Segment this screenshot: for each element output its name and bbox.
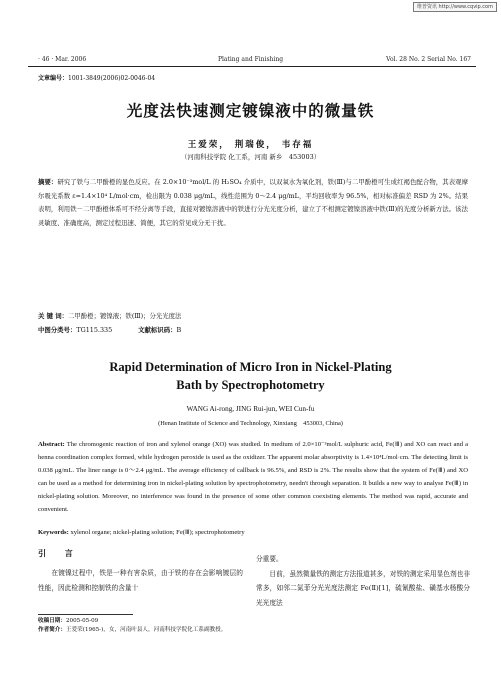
- english-title: Rapid Determination of Micro Iron in Nickel-Plating Bath by Spectrophotometry: [109, 360, 392, 392]
- introduction-heading: 引 言: [38, 549, 81, 558]
- article-number: 文章编号：1001-3849(2006)02-0046-04: [38, 75, 156, 82]
- chinese-keywords: 关 键 词：二甲酚橙；镀镍液；铁(Ⅲ)；分光光度法: [38, 312, 182, 320]
- header-rule: [28, 66, 476, 67]
- english-affiliation: (Henan Institute of Science and Technology, Xinxiang 453003, China): [158, 420, 343, 427]
- chinese-abstract: [38, 176, 468, 230]
- source-watermark: 维普资讯 http://www.cqvip.com: [413, 2, 497, 12]
- english-abstract-label: Abstract:: [38, 441, 65, 448]
- english-keywords: Keywords: xylenol organe; nickel-plating solution; Fe(Ⅲ); spectrophotometry: [38, 529, 245, 536]
- left-column-text: 在镀镍过程中，铁是一种有害杂质，由于铁的存在会影响镀层的性能，因此检测和控制铁的含量十: [38, 569, 243, 592]
- footnote-author-bio: 作者简介：王爱荣(1965-)，女，河南叶县人，河南科技学院化工系副教授。: [38, 627, 227, 633]
- footnote-rule: [38, 614, 133, 615]
- footnote-received: 收稿日期：2005-05-09: [38, 618, 99, 624]
- chinese-affiliation: （河南科技学院 化工系，河南 新乡 453003）: [180, 153, 321, 161]
- english-abstract-text: The chromogenic reaction of iron and xylenol orange (XO) was studied. In medium of 2.0×10⁻³mol/L sulphuric acid, Fe(Ⅲ) and XO can react and a henna coordination complex formed, while hydrogen peroxide is used as the oxidizer. The apparent molar absorptivity is 1.4×10⁴L/mol·cm. The detecting limit is 0.038 μg/mL. The liner range is 0～2.4 μg/mL. The average efficiency of callback is 96.5%, and RSD is 2%. The results show that the system of Fe(Ⅲ) and XO can be used as a method for determining iron in nickel-plating solution by spectrophotometry, needn't through separation. It builds a new way to analyse Fe(Ⅲ) in nickel-plating solution. Moreover, no interference was found in the presence of some other common coexisting elements. The method was rapid, accurate and convenient.: [38, 441, 469, 513]
- classification-line: 中图分类号：TG115.335 文献标识码：B: [38, 326, 182, 334]
- chinese-abstract-text: 研究了铁与二甲酚橙的显色反应。在 2.0×10⁻³mol/L 的 H₂SO₄ 介质中，以双氧水为氧化剂，铁(Ⅲ)与二甲酚橙可生成红褐色配合物，其表观摩尔吸光系数 ε=1.4×10⁴ L/mol·cm，检出限为 0.038 μg/mL，线性范围为 0～2.4 μg/mL，平均回收率为 96.5%，相对标准偏差 RSD 为 2%。结果表明，利用铁－二甲酚橙体系可不经分离等手段，直接对镀镍溶液中的铁进行分光光度分析，建立了不相测定镀镍溶液中铁(Ⅲ)的光度分析新方法。该法灵敏度、准确度高，测定过程迅速、简便，其它的常见成分无干扰。: [38, 178, 468, 227]
- chinese-title: 光度法快速测定镀镍液中的微量铁: [126, 102, 375, 120]
- running-header-center: Plating and Finishing: [217, 56, 284, 63]
- english-authors: WANG Ai-rong, JING Rui-jun, WEI Cun-fu: [186, 405, 315, 413]
- running-header-right: Vol. 28 No. 2 Serial No. 167: [386, 56, 471, 63]
- right-column-text: 分重要。 目前，虽然微量铁的测定方法报道甚多，对铁的测定采用显色剂也非常多，如邻二氮菲分光光度法测定 Fe(Ⅱ)[1]，硫氰酸盐、磺基水杨酸分光光度法: [256, 555, 471, 607]
- chinese-authors: 王爱荣， 荆瑞俊， 韦存福: [187, 140, 314, 150]
- running-header-left: · 46 · Mar. 2006: [38, 56, 87, 63]
- english-abstract: [38, 438, 468, 516]
- chinese-abstract-label: 摘要：: [38, 178, 58, 186]
